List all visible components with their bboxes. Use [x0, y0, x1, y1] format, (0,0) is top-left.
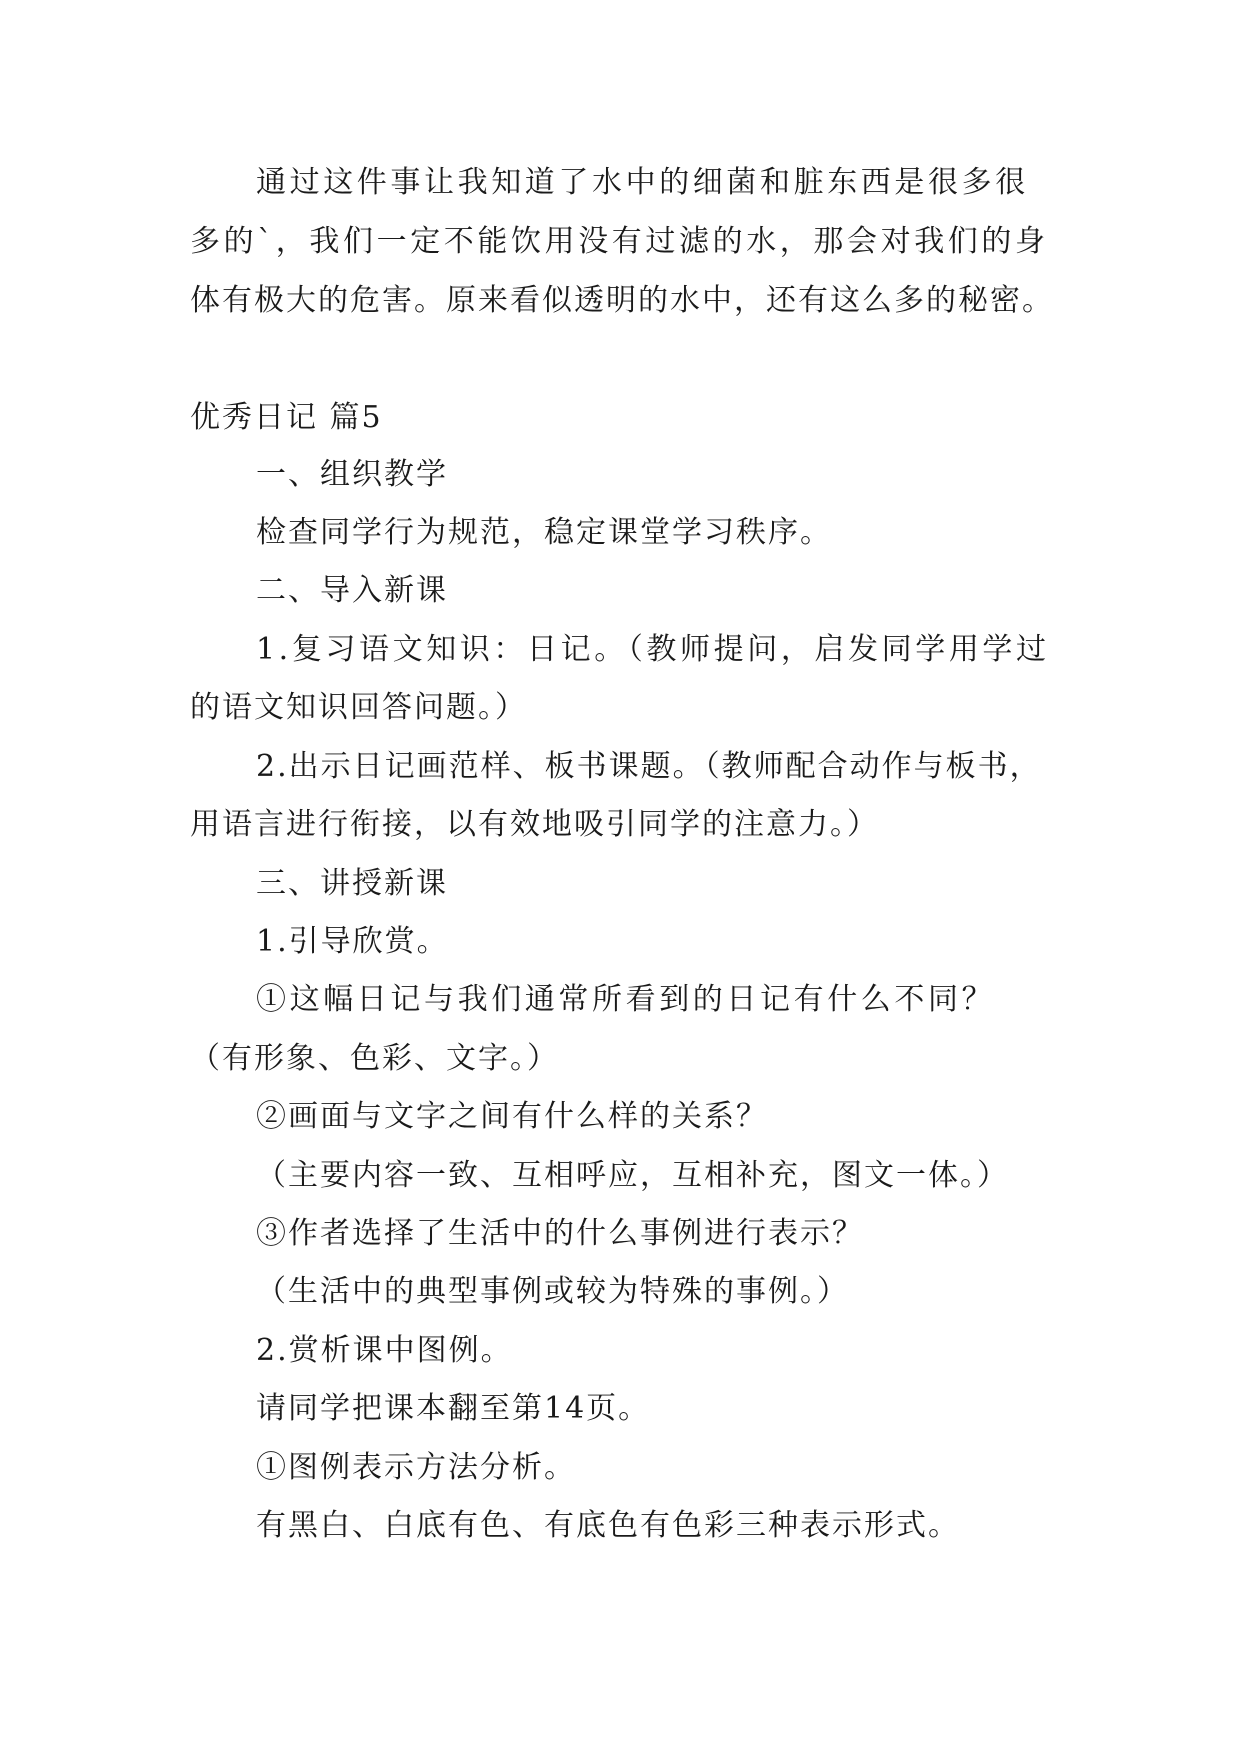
paragraph-line: 多的`，我们一定不能饮用没有过滤的水，那会对我们的身	[190, 224, 1049, 259]
text-line: 2.出示日记画范样、板书课题。（教师配合动作与板书，	[256, 749, 1042, 784]
paragraph-line: 体有极大的危害。原来看似透明的水中，还有这么多的秘密。	[190, 283, 1054, 318]
text-line: 用语言进行衔接，以有效地吸引同学的注意力。）	[190, 807, 879, 842]
text-line: 1.复习语文知识：日记。（教师提问，启发同学用学过	[256, 632, 1050, 667]
text-line: （主要内容一致、互相呼应，互相补充，图文一体。）	[256, 1158, 1009, 1193]
heading-line: 三、讲授新课	[256, 866, 448, 901]
text-line: ①这幅日记与我们通常所看到的日记有什么不同？	[256, 982, 996, 1017]
section-title: 优秀日记 篇5	[190, 400, 383, 435]
text-line: （生活中的典型事例或较为特殊的事例。）	[256, 1274, 849, 1309]
heading-line: 二、导入新课	[256, 573, 448, 608]
text-line: 检查同学行为规范，稳定课堂学习秩序。	[256, 515, 832, 550]
text-line: （有形象、色彩、文字。）	[190, 1041, 559, 1076]
heading-line: 一、组织教学	[256, 457, 448, 492]
text-line: 2.赏析课中图例。	[256, 1333, 513, 1368]
text-line: 请同学把课本翻至第14页。	[256, 1391, 651, 1426]
text-line: 的语文知识回答问题。）	[190, 690, 527, 725]
text-line: ③作者选择了生活中的什么事例进行表示？	[256, 1216, 864, 1251]
text-line: 1.引导欣赏。	[256, 924, 449, 959]
text-line: ②画面与文字之间有什么样的关系？	[256, 1099, 768, 1134]
text-line: ①图例表示方法分析。	[256, 1450, 576, 1485]
paragraph-line: 通过这件事让我知道了水中的细菌和脏东西是很多很	[256, 165, 1029, 200]
text-line: 有黑白、白底有色、有底色有色彩三种表示形式。	[256, 1508, 960, 1543]
